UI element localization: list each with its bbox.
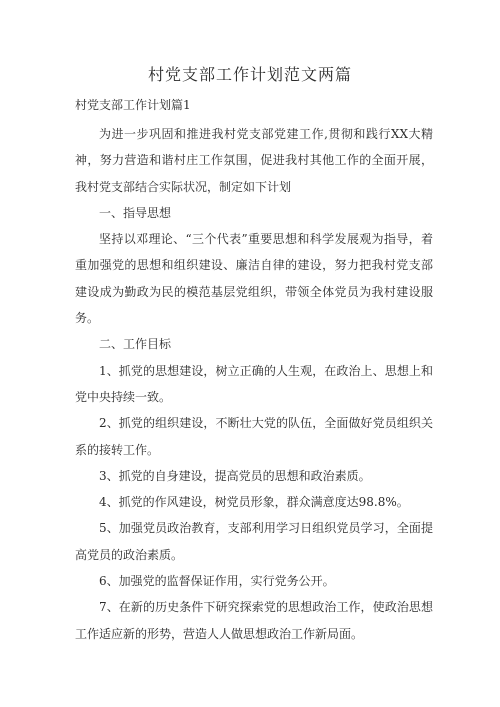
goal-item: 5、加强党员政治教育，支部利用学习日组织党员学习，全面提高党员的政治素质。 <box>75 521 433 562</box>
section-heading-work-goals: 二、工作目标 <box>99 337 172 352</box>
goal-item: 3、抓党的自身建设，提高党员的思想和政治素质。 <box>99 468 371 483</box>
document-title: 村党支部工作计划范文两篇 <box>147 65 352 84</box>
document-subtitle: 村党支部工作计划篇1 <box>75 98 191 112</box>
intro-paragraph: 为进一步巩固和推进我村党支部党建工作,贯彻和践行XX大精神，努力营造和谐村庄工作氛围，促进我村其他工作的全面开展，我村党支部结合实际状况，制定如下计划 <box>75 127 433 194</box>
goal-item: 7、在新的历史条件下研究探索党的思想政治工作，使政治思想工作适应新的形势，营造人人做思想政治工作新局面。 <box>75 600 433 641</box>
goal-item: 6、加强党的监督保证作用，实行党务公开。 <box>99 574 335 589</box>
section-heading-guiding-ideology: 一、指导思想 <box>99 205 172 220</box>
document-body <box>75 121 433 647</box>
goal-item: 4、抓党的作风建设，树党员形象，群众满意度达98.8%。 <box>99 495 409 510</box>
guiding-ideology-paragraph: 坚持以邓理论、“三个代表”重要思想和科学发展观为指导，着重加强党的思想和组织建设、廉洁自律的建设，努力把我村党支部建设成为勤政为民的模范基层党组织，带领全体党员为我村建设服务。 <box>75 232 433 326</box>
goal-item: 2、抓党的组织建设，不断壮大党的队伍，全面做好党员组织关系的接转工作。 <box>75 416 433 457</box>
goal-item: 1、抓党的思想建设，树立正确的人生观，在政治上、思想上和党中央持续一致。 <box>75 363 433 404</box>
